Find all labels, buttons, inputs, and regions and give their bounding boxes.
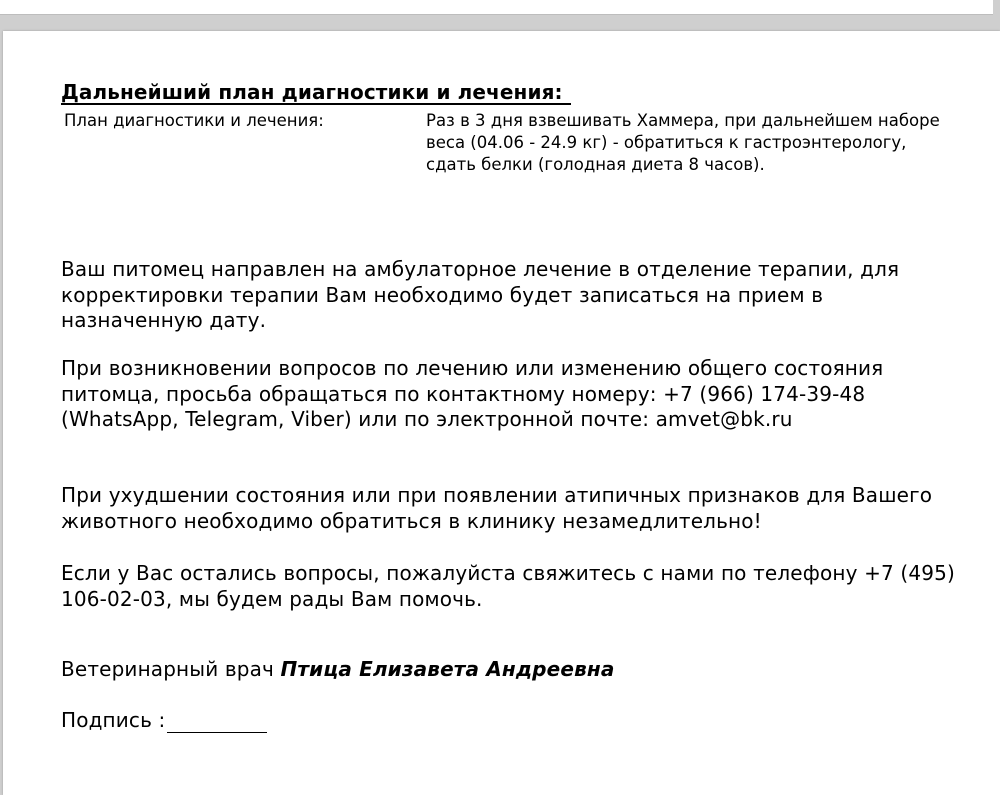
- questions-paragraph: Если у Вас остались вопросы, пожалуйста свяжитесь с нами по телефону +7 (495) 106-02-03, мы будем рады Вам помочь.: [61, 561, 955, 611]
- doctor-name: Птица Елизавета Андреевна: [280, 657, 615, 681]
- contacts-paragraph: При возникновении вопросов по лечению или изменению общего состояния питомца, просьба обращаться по контактному номеру: +7 (966) 174-39-48 (WhatsApp, Telegram, Viber) или по электронной почте: amvet@bk.ru: [61, 356, 884, 431]
- section-title: Дальнейший план диагностики и лечения:: [61, 81, 571, 105]
- document-page: [3, 31, 1000, 795]
- signature-line: [61, 708, 267, 733]
- warning-paragraph: При ухудшении состояния или при появлении атипичных признаков для Вашего животного необходимо обратиться в клинику незамедлительно!: [61, 483, 933, 533]
- doctor-line: [61, 657, 615, 682]
- signature-field: [167, 712, 267, 733]
- signature-label: Подпись :: [61, 708, 166, 732]
- previous-page-edge: [0, 0, 993, 15]
- treatment-paragraph: Ваш питомец направлен на амбулаторное лечение в отделение терапии, для корректировки терапии Вам необходимо будет записаться на прием в назначенную дату.: [61, 257, 900, 332]
- plan-label: План диагностики и лечения:: [64, 111, 324, 130]
- doctor-label: Ветеринарный врач: [61, 657, 275, 681]
- plan-value: Раз в 3 дня взвешивать Хаммера, при дальнейшем наборе веса (04.06 - 24.9 кг) - обратиться к гастроэнтерологу, сдать белки (голодная диета 8 часов).: [426, 111, 940, 174]
